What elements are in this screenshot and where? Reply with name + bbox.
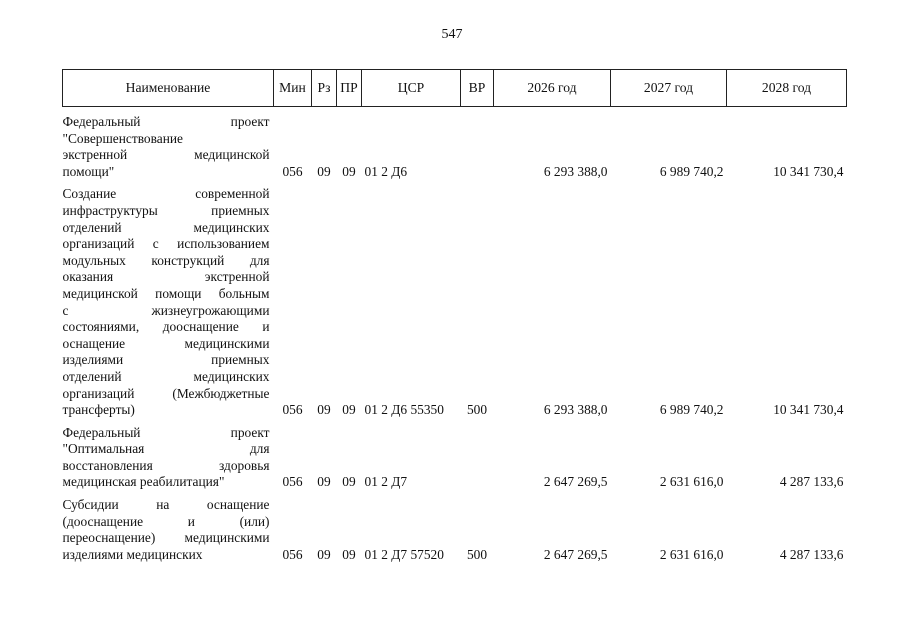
row-name-cell (63, 497, 274, 569)
row-name-line: "Совершенствование (62, 130, 183, 146)
row-y2027-cell: 2 631 616,0 (659, 474, 724, 490)
row-name-line: помощи" (62, 163, 115, 179)
row-rz-cell: 09 (317, 163, 331, 179)
row-y2027-cell: 6 989 740,2 (659, 163, 724, 179)
row-name-line: оснащение медицинскими (62, 335, 270, 351)
row-name-line: отделений медицинских (62, 368, 270, 384)
row-name-line: Субсидии на оснащение (62, 497, 270, 513)
row-name-line: изделиями медицинских (62, 546, 203, 562)
table-body (63, 107, 847, 570)
row-name-line: Федеральный проект (62, 424, 270, 440)
row-pr-cell: 09 (342, 402, 356, 418)
row-name-line: состояниями, дооснащение и (62, 319, 270, 335)
row-name-line: медицинская реабилитация" (62, 474, 225, 490)
row-name-line: изделиями приемных (62, 352, 270, 368)
row-name-line: восстановления здоровья (62, 457, 270, 473)
table-row (63, 497, 847, 569)
row-name-line: Федеральный проект (62, 114, 270, 129)
row-y2028-cell: 10 341 730,4 (773, 163, 844, 179)
row-y2027-cell: 6 989 740,2 (659, 402, 724, 418)
row-csr-cell: 01 2 Д7 57520 (364, 546, 444, 562)
budget-table (62, 69, 847, 569)
header-rz: Рз (312, 70, 337, 107)
row-y2028-cell: 10 341 730,4 (773, 402, 844, 418)
row-rz-cell: 09 (317, 402, 331, 418)
row-name-line: экстренной медицинской (62, 147, 270, 163)
row-name-line: оказания экстренной (62, 269, 270, 285)
row-y2026-cell: 2 647 269,5 (543, 474, 608, 490)
header-2028: 2028 год (727, 70, 847, 107)
row-csr-cell: 01 2 Д6 (364, 163, 408, 179)
row-csr-cell: 01 2 Д6 55350 (364, 402, 444, 418)
row-name-line: (дооснащение и (или) (62, 513, 270, 529)
row-name-line: отделений медицинских (62, 219, 270, 235)
row-y2026-cell: 6 293 388,0 (543, 163, 608, 179)
row-name-line: "Оптимальная для (62, 441, 270, 457)
row-name-line: модульных конструкций для (62, 252, 270, 268)
row-pr-cell: 09 (342, 546, 356, 562)
header-csr: ЦСР (362, 70, 461, 107)
row-name-line: трансферты) (62, 402, 135, 418)
header-pr: ПР (337, 70, 362, 107)
row-name-cell (63, 425, 274, 497)
row-name-line: организаций (Межбюджетные (62, 385, 270, 401)
row-pr-cell: 09 (342, 163, 356, 179)
row-vr-cell: 500 (466, 402, 488, 418)
row-min-cell: 056 (282, 402, 303, 418)
row-rz-cell: 09 (317, 546, 331, 562)
header-min: Мин (274, 70, 312, 107)
row-name-line: переоснащение) медицинскими (62, 530, 270, 546)
header-vr: ВР (461, 70, 494, 107)
header-name: Наименование (63, 70, 274, 107)
row-y2026-cell: 2 647 269,5 (543, 546, 608, 562)
row-rz-cell: 09 (317, 474, 331, 490)
row-y2026-cell: 6 293 388,0 (543, 402, 608, 418)
row-name-line: медицинской помощи больным (62, 285, 270, 301)
table-header-row (63, 70, 847, 107)
table-row (63, 107, 847, 187)
table-row (63, 425, 847, 497)
row-min-cell: 056 (282, 163, 303, 179)
row-y2028-cell: 4 287 133,6 (779, 474, 844, 490)
row-min-cell: 056 (282, 546, 303, 562)
header-2026: 2026 год (494, 70, 611, 107)
header-2027: 2027 год (611, 70, 727, 107)
row-name-line: организаций с использованием (62, 236, 270, 252)
row-name-line: с жизнеугрожающими (62, 302, 270, 318)
row-vr-cell (461, 107, 494, 187)
row-name-cell (63, 107, 274, 187)
page-number: 547 (441, 27, 463, 42)
row-name-line: инфраструктуры приемных (62, 202, 270, 218)
row-csr-cell: 01 2 Д7 (364, 474, 408, 490)
row-pr-cell: 09 (342, 474, 356, 490)
row-vr-cell (461, 425, 494, 497)
row-vr-cell: 500 (466, 546, 488, 562)
row-y2027-cell: 2 631 616,0 (659, 546, 724, 562)
row-name-line: Создание современной (62, 186, 270, 202)
row-y2028-cell: 4 287 133,6 (779, 546, 844, 562)
table-row (63, 186, 847, 424)
row-name-cell (63, 186, 274, 424)
row-min-cell: 056 (282, 474, 303, 490)
